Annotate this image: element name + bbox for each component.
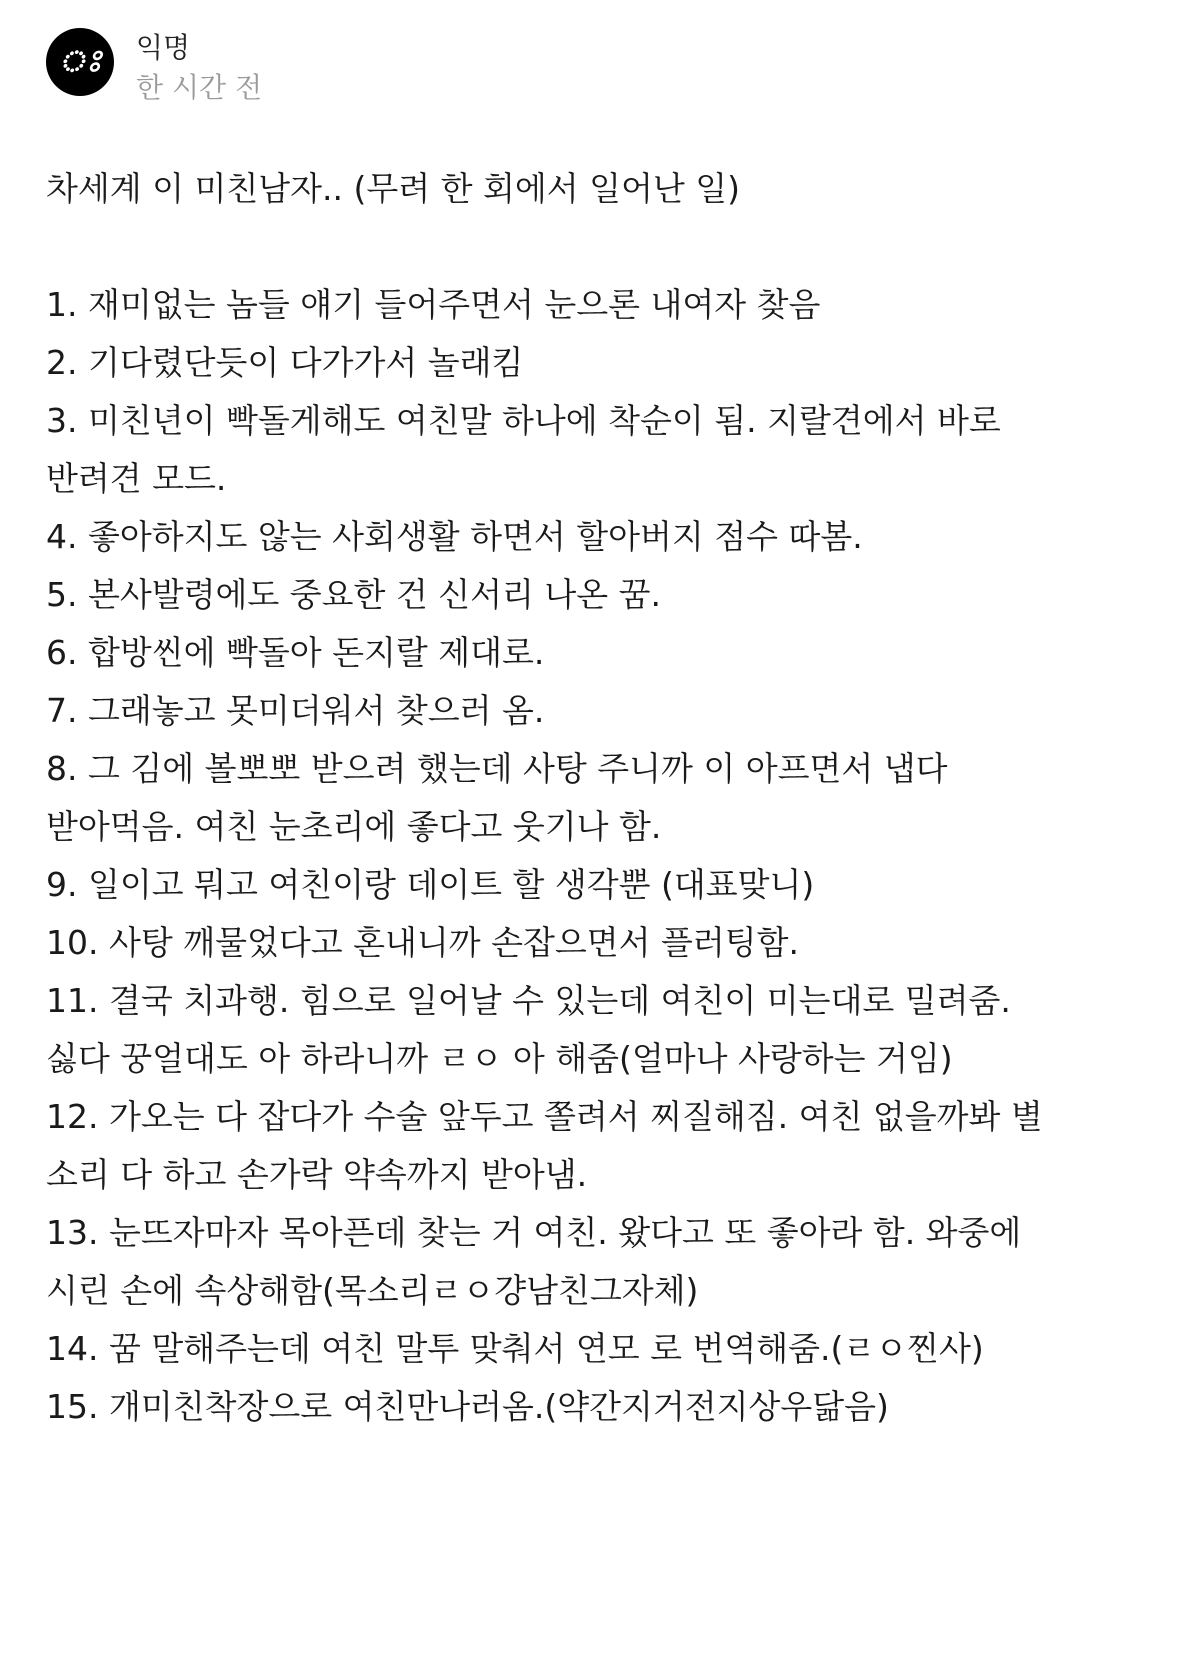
list-item: 9. 일이고 뭐고 여친이랑 데이트 할 생각뿐 (대표맞니) [46,865,815,904]
list-item: 3. 미친년이 빡돌게해도 여친말 하나에 착순이 됨. 지랄견에서 바로 반려견 모드. [46,401,1001,498]
list-item: 4. 좋아하지도 않는 사회생활 하면서 할아버지 점수 따봄. [46,517,863,556]
post-time: 한 시간 전 [136,71,262,104]
list-item: 7. 그래놓고 못미더워서 찾으러 옴. [46,691,545,730]
author-name: 익명 [136,31,191,64]
list-item: 14. 꿈 말해주는데 여친 말투 맞춰서 연모 로 번역해줌.(ㄹㅇ찐사) [46,1329,984,1368]
list-item: 15. 개미친착장으로 여친만나러옴.(약간지거전지상우닮음) [46,1387,889,1426]
list-item: 6. 합방씬에 빡돌아 돈지랄 제대로. [46,633,545,672]
list-item: 1. 재미없는 놈들 얘기 들어주면서 눈으론 내여자 찾음 [46,285,821,324]
post-body [46,160,1076,1436]
list-item: 5. 본사발령에도 중요한 건 신서리 나온 꿈. [46,575,661,614]
author-meta [136,28,262,106]
list-item: 8. 그 김에 볼뽀뽀 받으려 했는데 사탕 주니까 이 아프면서 냅다 받아먹음. 여친 눈초리에 좋다고 웃기나 함. [46,749,948,846]
list-item: 11. 결국 치과행. 힘으로 일어날 수 있는데 여친이 미는대로 밀려줌. 싫다 꿍얼대도 아 하라니까 ㄹㅇ 아 해줌(얼마나 사랑하는 거임) [46,981,1011,1078]
list-item: 2. 기다렸단듯이 다가가서 놀래킴 [46,343,524,382]
post-header [46,28,262,106]
list-item: 10. 사탕 깨물었다고 혼내니까 손잡으면서 플러팅함. [46,923,799,962]
list-item: 12. 가오는 다 잡다가 수술 앞두고 쫄려서 찌질해짐. 여친 없을까봐 별 소리 다 하고 손가락 약속까지 받아냄. [46,1097,1043,1194]
list-item: 13. 눈뜨자마자 목아픈데 찾는 거 여친. 왔다고 또 좋아라 함. 와중에 시린 손에 속상해함(목소리ㄹㅇ걍남친그자체) [46,1213,1022,1310]
anonymous-logo-icon: ঃ [57,43,103,79]
avatar[interactable] [46,28,114,96]
post-title: 차세계 이 미친남자.. (무려 한 회에서 일어난 일) [46,169,740,208]
